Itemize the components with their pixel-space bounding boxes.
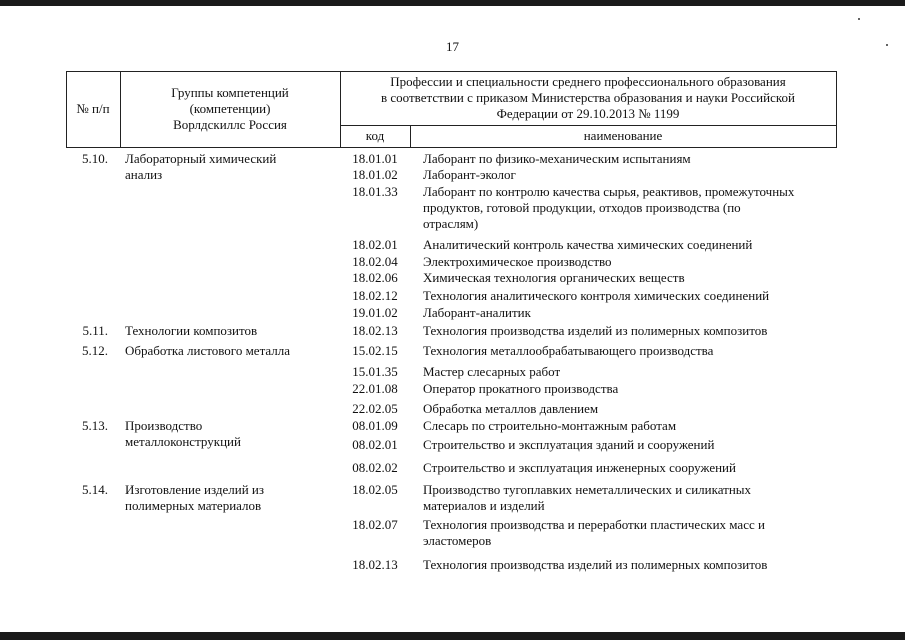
profession-name-line: Лаборант по контролю качества сырья, реактивов, промежуточных [423,184,795,199]
profession-code: 18.01.02 [352,167,398,182]
competence-group-line: Производство [125,418,203,433]
profession-code: 22.02.05 [352,401,398,416]
profession-code: 18.02.05 [352,482,398,497]
profession-name-line: Технология производства и переработки пластических масс и [423,517,765,532]
competence-group [125,323,335,339]
profession-name [423,557,843,573]
profession-name-line: Технология аналитического контроля химических соединений [423,288,770,303]
profession-name [423,418,843,434]
profession-name-line: Слесарь по строительно-монтажным работам [423,418,677,433]
profession-code: 18.02.07 [352,517,398,532]
profession-code: 08.02.01 [352,437,398,452]
table-right-border [836,71,837,148]
profession-name [423,151,843,167]
header-bottom-border [66,147,837,148]
profession-name [423,237,843,253]
profession-name-line: Химическая технология органических веществ [423,270,685,285]
header-groups-line: Группы компетенций [171,85,289,100]
profession-code: 18.02.04 [352,254,398,269]
profession-name-line: Технология металлообрабатывающего производства [423,343,714,358]
profession-name [423,254,843,270]
profession-name [423,460,843,476]
profession-name [423,482,843,514]
header-num: № п/п [76,101,110,116]
header-code: код [365,128,385,143]
profession-code: 08.01.09 [352,418,398,433]
profession-name-line: Аналитический контроль качества химических соединений [423,237,753,252]
profession-name [423,184,843,232]
profession-code: 18.02.13 [352,323,398,338]
row-number: 5.14. [82,482,108,497]
profession-name [423,305,843,321]
profession-name-line: Лаборант-аналитик [423,305,531,320]
header-groups-line: (компетенции) [189,101,271,116]
profession-name-line: Обработка металлов давлением [423,401,599,416]
profession-name-line: Строительство и эксплуатация инженерных сооружений [423,460,736,475]
profession-name [423,167,843,183]
row-number: 5.10. [82,151,108,166]
profession-name [423,517,843,549]
profession-code: 18.02.12 [352,288,398,303]
competence-group [125,418,335,450]
scan-top-edge [0,0,905,6]
profession-name-line: Оператор прокатного производства [423,381,619,396]
profession-code: 18.02.01 [352,237,398,252]
profession-name-line: отраслям) [423,216,479,231]
header-split-line [340,125,837,126]
profession-code: 22.01.08 [352,381,398,396]
competence-group [125,343,335,359]
profession-code: 18.01.33 [352,184,398,199]
scan-bottom-edge [0,632,905,640]
profession-code: 08.02.02 [352,460,398,475]
page-number: 17 [446,39,459,54]
competence-group-line: Технологии композитов [125,323,258,338]
header-groups-line: Ворлдскиллс Россия [173,117,287,132]
profession-name [423,343,843,359]
profession-name [423,401,843,417]
header-professions-line: Профессии и специальности среднего профессионального образования [390,74,786,89]
header-professions [340,74,836,122]
header-name: наименование [583,128,663,143]
competence-group [125,482,335,514]
row-number: 5.12. [82,343,108,358]
profession-name [423,323,843,339]
profession-name-line: Мастер слесарных работ [423,364,561,379]
scan-speck [858,18,860,20]
profession-code: 18.02.13 [352,557,398,572]
profession-code: 18.01.01 [352,151,398,166]
profession-name [423,270,843,286]
competence-group-line: анализ [125,167,163,182]
profession-name-line: Строительство и эксплуатация зданий и сооружений [423,437,715,452]
competence-group [125,151,335,183]
profession-name-line: Лаборант по физико-механическим испытаниям [423,151,691,166]
profession-code: 18.02.06 [352,270,398,285]
profession-name-line: Технология производства изделий из полимерных композитов [423,323,768,338]
competence-group-line: полимерных материалов [125,498,262,513]
row-number: 5.13. [82,418,108,433]
profession-code: 15.02.15 [352,343,398,358]
header-groups [120,85,340,133]
row-number: 5.11. [82,323,108,338]
profession-name-line: материалов и изделий [423,498,545,513]
profession-name-line: Технология производства изделий из полимерных композитов [423,557,768,572]
profession-code: 19.01.02 [352,305,398,320]
header-professions-line: в соответствии с приказом Министерства образования и науки Российской [381,90,795,105]
competence-group-line: Лабораторный химический [125,151,277,166]
profession-name [423,364,843,380]
header-professions-line: Федерации от 29.10.2013 № 1199 [496,106,680,121]
profession-code: 15.01.35 [352,364,398,379]
table-top-border [66,71,837,72]
profession-name [423,381,843,397]
profession-name-line: продуктов, готовой продукции, отходов производства (по [423,200,741,215]
competence-group-line: металлоконструкций [125,434,241,449]
profession-name-line: Лаборант-эколог [423,167,516,182]
competence-group-line: Обработка листового металла [125,343,291,358]
profession-name-line: Электрохимическое производство [423,254,612,269]
competence-group-line: Изготовление изделий из [125,482,265,497]
profession-name [423,288,843,304]
profession-name-line: Производство тугоплавких неметаллических и силикатных [423,482,752,497]
profession-name-line: эластомеров [423,533,492,548]
profession-name [423,437,843,453]
